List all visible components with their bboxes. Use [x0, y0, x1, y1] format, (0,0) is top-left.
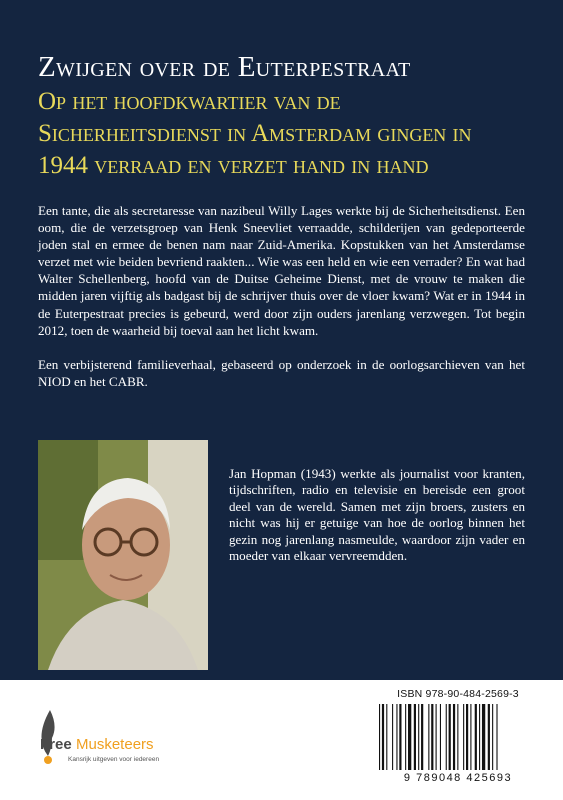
- publisher-tagline: Kansrijk uitgeven voor iedereen: [68, 756, 160, 763]
- subtitle-line: 1944 verraad en verzet hand in hand: [38, 152, 429, 179]
- author-photo: [38, 440, 208, 670]
- barcode-digits: 9 789048 425693: [403, 772, 513, 784]
- author-bio: Jan Hopman (1943) werkte als journalist voor kranten, tijdschriften, radio en televisie en bereisde een groot deel van de wereld. Samen met zijn broers, zusters en nicht was hij er getuige van hoe de oorlog binnen het gezin nog jarenlang nasmeulde, waardoor zijn vader en moeder van elkaar vervreemdden.: [229, 466, 525, 564]
- book-subtitle: [38, 86, 548, 182]
- barcode-icon: [375, 704, 541, 772]
- publisher-name-musketeers: Musketeers: [76, 736, 154, 753]
- blurb-paragraph: Een tante, die als secretaresse van nazibeul Willy Lages werkte bij de Sicherheitsdienst. Een oom, die de verzetsgroep van Henk Sneevliet verraadde, schilderijen van gedeporteerde joden stal en ermee de benen nam naar Zuid-Amerika. Kopstukken van het Amsterdamse verzet met wie beiden bevriend raakten... Wie was een held en wie een verrader? En wat had Walter Schellenberg, hoofd van de Duitse Geheime Dienst, met de vrouw te maken die midden jaren vijftig als badgast bij de schrijver thuis over de vloer kwam? Wat er in 1944 in de Euterpestraat precies is gebeurd, werd door zijn ouders jarenlang verzwegen. Tot begin 2012, toen de waarheid bij toeval aan het licht kwam.: [38, 203, 525, 338]
- isbn-label: ISBN 978-90-484-2569-3: [397, 688, 519, 700]
- subtitle-line: Op het hoofdkwartier van de: [38, 88, 341, 115]
- publisher-logo: [38, 708, 238, 778]
- isbn-barcode-block: [367, 688, 549, 790]
- blurb-paragraph: Een verbijsterend familieverhaal, gebaseerd op onderzoek in de oorlogsarchieven van het NIOD en het CABR.: [38, 356, 525, 389]
- book-title: Zwijgen over de Euterpestraat: [38, 51, 411, 83]
- blurb: [38, 202, 525, 407]
- author-portrait-image: [38, 440, 208, 670]
- subtitle-line: Sicherheitsdienst in Amsterdam gingen in: [38, 120, 472, 147]
- publisher-name-free: Free: [40, 736, 72, 753]
